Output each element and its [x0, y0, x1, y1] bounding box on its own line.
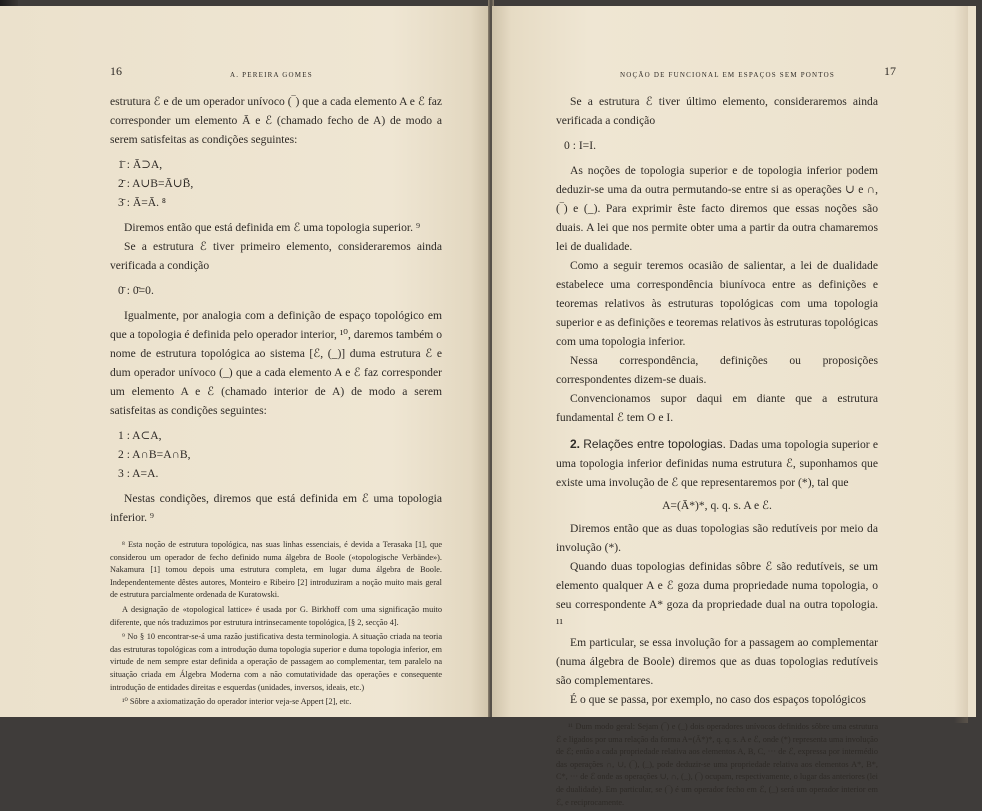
section-number: 2.: [570, 437, 581, 451]
footnote: ⁹ No § 10 encontrar-se-á uma razão justificativa desta terminologia. A situação criada na teoria das estruturas topológicas com a introdução duma topologia superior e duma topologia inferior, em virtude de nem sempre estar definida a operação de passagem ao complementar, tem paralelo na situação criada em Álgebra Moderna com a não comutatividade das operações e consequente introdução de entidades direitas e esquerdas (unidades, inversos, ideais, etc.): [110, 632, 442, 692]
equation: A=(Ā*)*, q. q. s. A e ℰ.: [662, 499, 772, 512]
running-head-title: NOÇÃO DE FUNCIONAL EM ESPAÇOS SEM PONTOS: [620, 71, 835, 79]
footnote: A designação de «topological lattice» é usada por G. Birkhoff com uma significação muito diferente, que nós traduzimos por estrutura intrinsecamente topológica, [§ 2, secção 4].: [110, 604, 442, 627]
section-title: Relações entre topologias.: [583, 437, 726, 451]
axiom-zero: [564, 136, 878, 155]
axiom-list-closure: [118, 155, 442, 212]
axiom: 2 : A∩B=A∩B,: [118, 448, 191, 461]
paragraph: Se a estrutura ℰ tiver primeiro elemento, consideraremos ainda verificada a condição: [110, 240, 442, 272]
paragraph: Quando duas topologias definidas sôbre ℰ são redutíveis, se um elemento qualquer A e ℰ goza duma propriedade numa topologia, o seu correspondente A* goza da propriedade dual na outra topologia. ¹¹: [556, 560, 878, 630]
paragraph: É o que se passa, por exemplo, no caso dos espaços topológicos: [570, 693, 866, 706]
axiom: 3 : A=A.: [118, 467, 159, 480]
page-number: 17: [884, 64, 896, 78]
section-paragraph: [556, 435, 878, 492]
right-running-header: [556, 64, 896, 82]
left-page-content: [110, 64, 442, 711]
paragraph: Nessa correspondência, definições ou proposições correspondentes dizem-se duais.: [556, 354, 878, 386]
axiom: 1̄ : Ā⊃A,: [118, 158, 163, 171]
axiom-zero: [118, 281, 442, 300]
paragraph: Como a seguir teremos ocasião de salientar, a lei de dualidade estabelece uma correspondência biunívoca entre as definições e teoremas relativos às estruturas topológicas com uma topologia superior e as definições e teoremas relativos às estruturas topológicas com uma topologia inferior.: [556, 259, 878, 348]
paragraph: As noções de topologia superior e de topologia inferior podem deduzir-se uma da outra permutando-se entre si as operações ∪ e ∩, (‾) e (_). Para exprimir êste facto diremos que essas noções são duais. A lei que nos permite obter uma a partir da outra chamaremos lei de dualidade.: [556, 164, 878, 253]
axiom: 0̄ : 0̄=0.: [118, 284, 154, 297]
right-page-content: [556, 64, 896, 811]
axiom: 1 : A⊂A,: [118, 429, 162, 442]
paragraph: estrutura ℰ e de um operador unívoco (‾) que a cada elemento A e ℰ faz corresponder um elemento Ā e ℰ (chamado fecho de A) de modo a serem satisfeitas as condições seguintes:: [110, 95, 442, 146]
axiom-list-interior: [118, 426, 442, 483]
paragraph: Em particular, se essa involução for a passagem ao complementar (numa álgebra de Boole) diremos que as duas topologias redutíveis são complementares.: [556, 636, 878, 687]
page-edge-shade: [954, 6, 968, 723]
axiom: 2̄ : A∪B=Ā∪B̄,: [118, 177, 194, 190]
paragraph: Igualmente, por analogia com a definição de espaço topológico em que a topologia é definida pelo operador interior, ¹⁰, daremos também o nome de estrutura topológica ao sistema [ℰ, (_)] duma estrutura ℰ e dum operador unívoco (_) que a cada elemento A e ℰ faz corresponder um elemento A e ℰ (chamado interior de A) de modo a serem satisfeitas as condições seguintes:: [110, 309, 442, 417]
paragraph: Nestas condições, diremos que está definida em ℰ uma topologia inferior. ⁹: [110, 492, 442, 524]
right-page: [492, 6, 976, 807]
page-number: 16: [110, 64, 122, 78]
footnotes: [110, 539, 442, 709]
paragraph: Se a estrutura ℰ tiver último elemento, consideraremos ainda verificada a condição: [556, 95, 878, 127]
footnote: ¹⁰ Sôbre a axiomatização do operador interior veja-se Appert [2], etc.: [122, 697, 352, 707]
paragraph: Diremos então que as duas topologias são redutíveis por meio da involução (*).: [556, 522, 878, 554]
paragraph: Diremos então que está definida em ℰ uma topologia superior. ⁹: [124, 221, 420, 234]
footnote: ⁸ Esta noção de estrutura topológica, nas suas linhas essenciais, é devida a Terasaka [1], que considerou um operador de fecho definido numa álgebra de Boole («topologische Verbände»). Nakamura [1] tomou depois uma estrutura completa, em lugar duma álgebra de Boole. Independentemente dêstes autores, Monteiro e Ribeiro [2] introduziram a noção muito mais geral de estrutura parcialmente ordenada de Kuratowski.: [110, 540, 442, 600]
paragraph: Convencionamos supor daqui em diante que a estrutura fundamental ℰ tem O e I.: [556, 392, 878, 424]
axiom: 3̄ : Ā=Ā. ⁸: [118, 196, 166, 209]
footnote: ¹¹ Dum modo geral: Sejam (‾) e (_) dois operadores unívocos definidos sôbre uma estrutura ℰ e ligados por uma relação da forma A=(Ā*)*, q. q. s. A e ℰ, onde (*) representa uma involução de ℰ; então a cada propriedade relativa aos elementos A, B, C, ··· de ℰ, expressa por intermédio das operações ∩, ∪, (‾), (_), pode deduzir-se uma propriedade relativa aos elementos A*, B*, C*, ··· de ℰ onde as operações ∪, ∩, (_), (‾) ocupam, respectivamente, o lugar das anteriores (lei de dualidade). Em particular, se (‾) é um operador fecho em ℰ, (_) será um operador interior em ℰ, e reciprocamente.: [556, 722, 878, 807]
footnotes: [556, 721, 878, 809]
section-text: Dadas uma topologia superior e uma topologia inferior definidas numa estrutura ℰ, suponhamos que existe uma involução de ℰ que representaremos por (*), tal que: [556, 438, 878, 489]
left-running-header: [110, 64, 442, 82]
left-page: [0, 6, 490, 717]
running-head-title: A. PEREIRA GOMES: [230, 71, 313, 79]
axiom: 0 : I=I.: [564, 139, 596, 152]
